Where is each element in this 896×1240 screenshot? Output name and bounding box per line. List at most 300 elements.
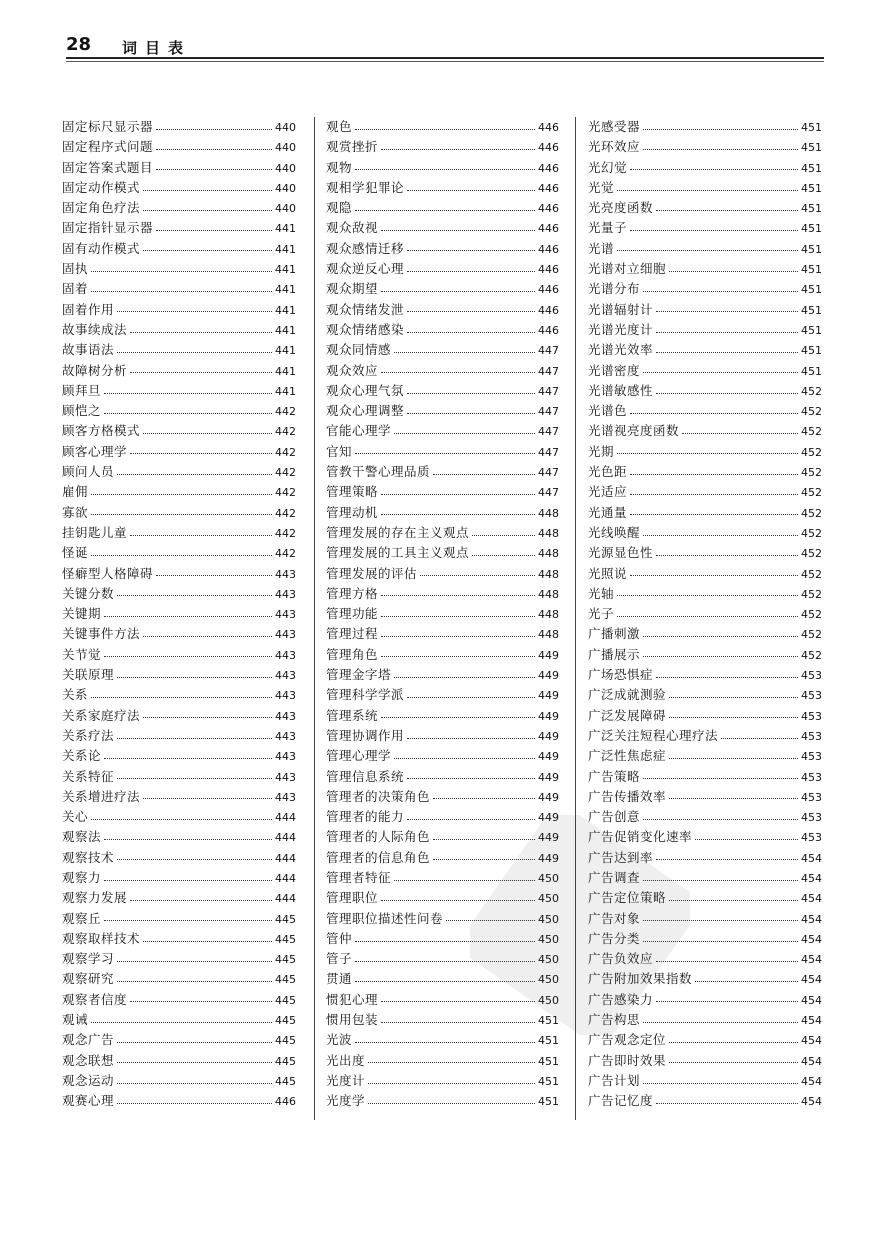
entry-term: 固定答案式题目 (62, 159, 154, 175)
index-entry (62, 259, 296, 279)
entry-term: 观察者信度 (62, 991, 128, 1007)
leader-dots (407, 190, 535, 191)
leader-dots (117, 474, 272, 475)
entry-term: 观察技术 (62, 849, 115, 865)
entry-term: 广告策略 (588, 768, 641, 784)
leader-dots (669, 271, 798, 272)
entry-page-number: 454 (801, 1054, 822, 1068)
leader-dots (368, 1083, 535, 1084)
leader-dots (630, 474, 798, 475)
leader-dots (669, 798, 798, 799)
index-entry (62, 746, 296, 766)
leader-dots (117, 961, 272, 962)
leader-dots (433, 798, 535, 799)
leader-dots (355, 129, 535, 130)
entry-term: 管理者的能力 (326, 809, 405, 825)
index-entry (326, 888, 559, 908)
entry-term: 光源显色性 (588, 545, 654, 561)
entry-term: 管理职位 (326, 890, 379, 906)
entry-page-number: 441 (275, 263, 296, 277)
entry-page-number: 452 (801, 648, 822, 662)
entry-term: 观物 (326, 159, 353, 175)
leader-dots (381, 717, 535, 718)
entry-term: 管理心理学 (326, 748, 392, 764)
entry-term: 关键分数 (62, 585, 115, 601)
leader-dots (407, 738, 535, 739)
leader-dots (472, 535, 535, 536)
entry-page-number: 449 (538, 709, 559, 723)
leader-dots (656, 1103, 798, 1104)
entry-page-number: 442 (275, 506, 296, 520)
index-entry (326, 218, 559, 238)
entry-page-number: 449 (538, 790, 559, 804)
index-entry (62, 503, 296, 523)
entry-term: 关键期 (62, 606, 102, 622)
entry-page-number: 447 (538, 466, 559, 480)
entry-term: 固定标尺显示器 (62, 119, 154, 134)
entry-term: 观众心理气氛 (326, 382, 405, 398)
entry-page-number: 441 (275, 364, 296, 378)
entry-term: 广告创意 (588, 809, 641, 825)
entry-page-number: 442 (275, 425, 296, 439)
index-entry (588, 665, 822, 685)
index-entry (62, 604, 296, 624)
entry-page-number: 454 (801, 892, 822, 906)
index-entry (588, 969, 822, 989)
entry-page-number: 452 (801, 486, 822, 500)
entry-page-number: 452 (801, 587, 822, 601)
entry-term: 怪诞 (62, 545, 89, 561)
entry-page-number: 442 (275, 445, 296, 459)
leader-dots (143, 250, 272, 251)
entry-term: 关系论 (62, 748, 102, 764)
index-entry (326, 361, 559, 381)
entry-page-number: 454 (801, 973, 822, 987)
entry-page-number: 450 (538, 973, 559, 987)
entry-page-number: 440 (275, 202, 296, 216)
index-entry (326, 746, 559, 766)
entry-page-number: 445 (275, 1074, 296, 1088)
index-entry (588, 442, 822, 462)
index-entry (326, 239, 559, 259)
leader-dots (617, 595, 798, 596)
index-entry (588, 1091, 822, 1111)
entry-term: 观察力 (62, 869, 102, 885)
entry-page-number: 443 (275, 750, 296, 764)
leader-dots (156, 129, 272, 130)
leader-dots (656, 352, 798, 353)
entry-page-number: 447 (538, 364, 559, 378)
leader-dots (643, 920, 798, 921)
entry-term: 观察法 (62, 829, 102, 845)
entry-term: 固定指针显示器 (62, 220, 154, 236)
leader-dots (143, 210, 272, 211)
entry-term: 挂钥匙儿童 (62, 524, 128, 540)
index-entry (62, 645, 296, 665)
leader-dots (656, 210, 798, 211)
entry-page-number: 448 (538, 547, 559, 561)
leader-dots (381, 230, 535, 231)
leader-dots (117, 738, 272, 739)
leader-dots (472, 555, 535, 556)
index-entry (588, 523, 822, 543)
index-entry (62, 482, 296, 502)
index-entry (62, 178, 296, 198)
index-entry (326, 624, 559, 644)
index-entry (326, 969, 559, 989)
leader-dots (643, 1083, 798, 1084)
entry-term: 光谱光度计 (588, 321, 654, 337)
leader-dots (630, 514, 798, 515)
entry-term: 广场恐惧症 (588, 667, 654, 683)
entry-page-number: 453 (801, 750, 822, 764)
leader-dots (617, 616, 798, 617)
leader-dots (630, 413, 798, 414)
index-entry (62, 401, 296, 421)
leader-dots (394, 880, 535, 881)
leader-dots (407, 393, 535, 394)
entry-page-number: 444 (275, 811, 296, 825)
entry-page-number: 441 (275, 344, 296, 358)
entry-term: 广告附加效果指数 (588, 971, 693, 987)
entry-page-number: 443 (275, 648, 296, 662)
entry-term: 广泛性焦虑症 (588, 748, 667, 764)
index-entry (62, 584, 296, 604)
index-entry (62, 543, 296, 563)
index-entry (326, 340, 559, 360)
index-entry (588, 949, 822, 969)
entry-page-number: 449 (538, 729, 559, 743)
entry-term: 关键事件方法 (62, 626, 141, 642)
index-entry (588, 158, 822, 178)
entry-page-number: 443 (275, 790, 296, 804)
index-entry (588, 117, 822, 137)
leader-dots (669, 900, 798, 901)
entry-page-number: 443 (275, 567, 296, 581)
index-entry (588, 361, 822, 381)
index-entry (62, 340, 296, 360)
entry-term: 光通量 (588, 504, 628, 520)
entry-page-number: 452 (801, 506, 822, 520)
entry-term: 管理者特征 (326, 869, 392, 885)
index-entry (326, 604, 559, 624)
leader-dots (643, 372, 798, 373)
entry-page-number: 451 (538, 1014, 559, 1028)
entry-page-number: 451 (801, 303, 822, 317)
leader-dots (91, 555, 272, 556)
leader-dots (130, 453, 272, 454)
leader-dots (682, 433, 798, 434)
entry-page-number: 440 (275, 141, 296, 155)
column-divider (575, 117, 576, 1120)
index-entry (326, 117, 559, 137)
entry-term: 广告对象 (588, 910, 641, 926)
index-entry (326, 482, 559, 502)
entry-term: 管理协调作用 (326, 727, 405, 743)
index-entry (588, 888, 822, 908)
entry-term: 观赏挫折 (326, 139, 379, 155)
entry-term: 光度学 (326, 1093, 366, 1109)
entry-term: 管理金字塔 (326, 667, 392, 683)
leader-dots (407, 778, 535, 779)
index-entry (326, 706, 559, 726)
entry-page-number: 450 (538, 993, 559, 1007)
entry-page-number: 451 (801, 141, 822, 155)
index-entry (62, 117, 296, 137)
index-entry (62, 523, 296, 543)
leader-dots (617, 250, 798, 251)
leader-dots (117, 677, 272, 678)
entry-term: 贯通 (326, 971, 353, 987)
leader-dots (630, 169, 798, 170)
index-entry (588, 726, 822, 746)
entry-page-number: 447 (538, 486, 559, 500)
entry-term: 广告促销变化速率 (588, 829, 693, 845)
leader-dots (656, 393, 798, 394)
leader-dots (381, 900, 535, 901)
leader-dots (104, 920, 272, 921)
leader-dots (104, 616, 272, 617)
entry-page-number: 446 (538, 121, 559, 134)
entry-term: 固定动作模式 (62, 179, 141, 195)
entry-page-number: 441 (275, 303, 296, 317)
leader-dots (381, 656, 535, 657)
entry-term: 关系疗法 (62, 727, 115, 743)
index-entry (62, 929, 296, 949)
leader-dots (669, 1042, 798, 1043)
index-entry (326, 198, 559, 218)
entry-term: 管教干警心理品质 (326, 464, 431, 480)
entry-page-number: 454 (801, 851, 822, 865)
leader-dots (91, 291, 272, 292)
leader-dots (656, 961, 798, 962)
entry-term: 广告感染力 (588, 991, 654, 1007)
index-entry (588, 178, 822, 198)
index-entry (588, 543, 822, 563)
leader-dots (91, 1022, 272, 1023)
index-entry (588, 584, 822, 604)
entry-page-number: 454 (801, 932, 822, 946)
entry-page-number: 445 (275, 1014, 296, 1028)
leader-dots (130, 372, 272, 373)
leader-dots (117, 1062, 272, 1063)
index-entry (62, 198, 296, 218)
entry-term: 管理过程 (326, 626, 379, 642)
index-entry (588, 706, 822, 726)
entry-term: 观众敌视 (326, 220, 379, 236)
entry-term: 广泛发展障碍 (588, 707, 667, 723)
index-entry (326, 279, 559, 299)
entry-page-number: 453 (801, 729, 822, 743)
entry-term: 广告即时效果 (588, 1052, 667, 1068)
entry-term: 观赛心理 (62, 1093, 115, 1109)
entry-page-number: 448 (538, 506, 559, 520)
entry-term: 管理发展的工具主义观点 (326, 545, 470, 561)
entry-page-number: 442 (275, 486, 296, 500)
entry-page-number: 446 (538, 303, 559, 317)
entry-page-number: 453 (801, 709, 822, 723)
leader-dots (695, 981, 798, 982)
leader-dots (368, 1062, 535, 1063)
index-entry (326, 665, 559, 685)
entry-term: 观诫 (62, 1012, 89, 1028)
index-entry (326, 543, 559, 563)
index-entry (588, 1071, 822, 1091)
entry-page-number: 449 (538, 669, 559, 683)
index-entry (326, 1010, 559, 1030)
entry-page-number: 454 (801, 1034, 822, 1048)
leader-dots (381, 149, 535, 150)
index-entry (62, 726, 296, 746)
entry-page-number: 447 (538, 344, 559, 358)
entry-term: 观念联想 (62, 1052, 115, 1068)
leader-dots (91, 819, 272, 820)
index-entry (62, 564, 296, 584)
index-entry (588, 685, 822, 705)
entry-page-number: 454 (801, 953, 822, 967)
leader-dots (143, 941, 272, 942)
entry-term: 光谱色 (588, 403, 628, 419)
entry-term: 光谱 (588, 240, 615, 256)
index-entry (326, 320, 559, 340)
leader-dots (355, 169, 535, 170)
entry-page-number: 452 (801, 567, 822, 581)
entry-page-number: 450 (538, 932, 559, 946)
index-entry (588, 218, 822, 238)
index-entry (62, 706, 296, 726)
index-entry (588, 929, 822, 949)
index-entry (588, 401, 822, 421)
index-entry (62, 990, 296, 1010)
entry-term: 官知 (326, 443, 353, 459)
entry-page-number: 451 (801, 242, 822, 256)
entry-page-number: 442 (275, 526, 296, 540)
index-entry (62, 767, 296, 787)
leader-dots (669, 1062, 798, 1063)
index-entry (62, 421, 296, 441)
entry-page-number: 445 (275, 912, 296, 926)
leader-dots (669, 758, 798, 759)
index-entry (326, 421, 559, 441)
leader-dots (643, 941, 798, 942)
leader-dots (143, 636, 272, 637)
leader-dots (156, 169, 272, 170)
leader-dots (130, 535, 272, 536)
index-column-2 (326, 117, 559, 1112)
entry-term: 故障树分析 (62, 362, 128, 378)
index-entry (588, 604, 822, 624)
entry-term: 光谱光效率 (588, 342, 654, 358)
entry-page-number: 442 (275, 547, 296, 561)
index-entry (326, 462, 559, 482)
entry-term: 固定角色疗法 (62, 200, 141, 216)
index-entry (588, 239, 822, 259)
leader-dots (656, 1001, 798, 1002)
leader-dots (643, 535, 798, 536)
entry-term: 关系家庭疗法 (62, 707, 141, 723)
leader-dots (381, 595, 535, 596)
index-entry (326, 1051, 559, 1071)
entry-term: 观相学犯罪论 (326, 179, 405, 195)
entry-page-number: 447 (538, 445, 559, 459)
leader-dots (695, 839, 798, 840)
leader-dots (407, 271, 535, 272)
entry-page-number: 449 (538, 770, 559, 784)
entry-page-number: 452 (801, 547, 822, 561)
entry-term: 管理发展的存在主义观点 (326, 524, 470, 540)
leader-dots (381, 616, 535, 617)
index-entry (588, 746, 822, 766)
entry-term: 关系特征 (62, 768, 115, 784)
leader-dots (104, 758, 272, 759)
leader-dots (394, 677, 535, 678)
entry-page-number: 446 (538, 161, 559, 175)
entry-term: 管理功能 (326, 606, 379, 622)
entry-page-number: 451 (801, 263, 822, 277)
leader-dots (143, 433, 272, 434)
entry-term: 广告分类 (588, 930, 641, 946)
leader-dots (355, 941, 535, 942)
entry-term: 管理者的人际角色 (326, 829, 431, 845)
leader-dots (381, 494, 535, 495)
leader-dots (130, 900, 272, 901)
entry-page-number: 452 (801, 628, 822, 642)
entry-page-number: 452 (801, 425, 822, 439)
entry-page-number: 445 (275, 993, 296, 1007)
leader-dots (104, 880, 272, 881)
leader-dots (669, 697, 798, 698)
index-entry (62, 239, 296, 259)
leader-dots (643, 880, 798, 881)
entry-page-number: 451 (801, 181, 822, 195)
leader-dots (407, 819, 535, 820)
index-entry (62, 949, 296, 969)
leader-dots (156, 230, 272, 231)
leader-dots (381, 372, 535, 373)
entry-page-number: 447 (538, 405, 559, 419)
leader-dots (143, 798, 272, 799)
entry-term: 管理角色 (326, 646, 379, 662)
entry-term: 广告计划 (588, 1072, 641, 1088)
entry-term: 广播展示 (588, 646, 641, 662)
entry-page-number: 449 (538, 689, 559, 703)
entry-term: 观察学习 (62, 951, 115, 967)
index-entry (588, 848, 822, 868)
entry-page-number: 443 (275, 709, 296, 723)
entry-term: 寡欲 (62, 504, 89, 520)
leader-dots (394, 352, 535, 353)
index-entry (326, 137, 559, 157)
index-entry (62, 888, 296, 908)
entry-term: 关节觉 (62, 646, 102, 662)
entry-term: 关联原理 (62, 667, 115, 683)
entry-term: 光觉 (588, 179, 615, 195)
entry-page-number: 446 (275, 1095, 296, 1109)
index-entry (588, 381, 822, 401)
entry-term: 光适应 (588, 484, 628, 500)
entry-term: 官能心理学 (326, 423, 392, 439)
index-entry (62, 300, 296, 320)
leader-dots (420, 575, 535, 576)
entry-term: 光环效应 (588, 139, 641, 155)
entry-term: 光亮度函数 (588, 200, 654, 216)
index-entry (326, 381, 559, 401)
leader-dots (407, 413, 535, 414)
entry-term: 关系 (62, 687, 89, 703)
index-entry (588, 462, 822, 482)
index-entry (62, 1051, 296, 1071)
index-entry (588, 767, 822, 787)
